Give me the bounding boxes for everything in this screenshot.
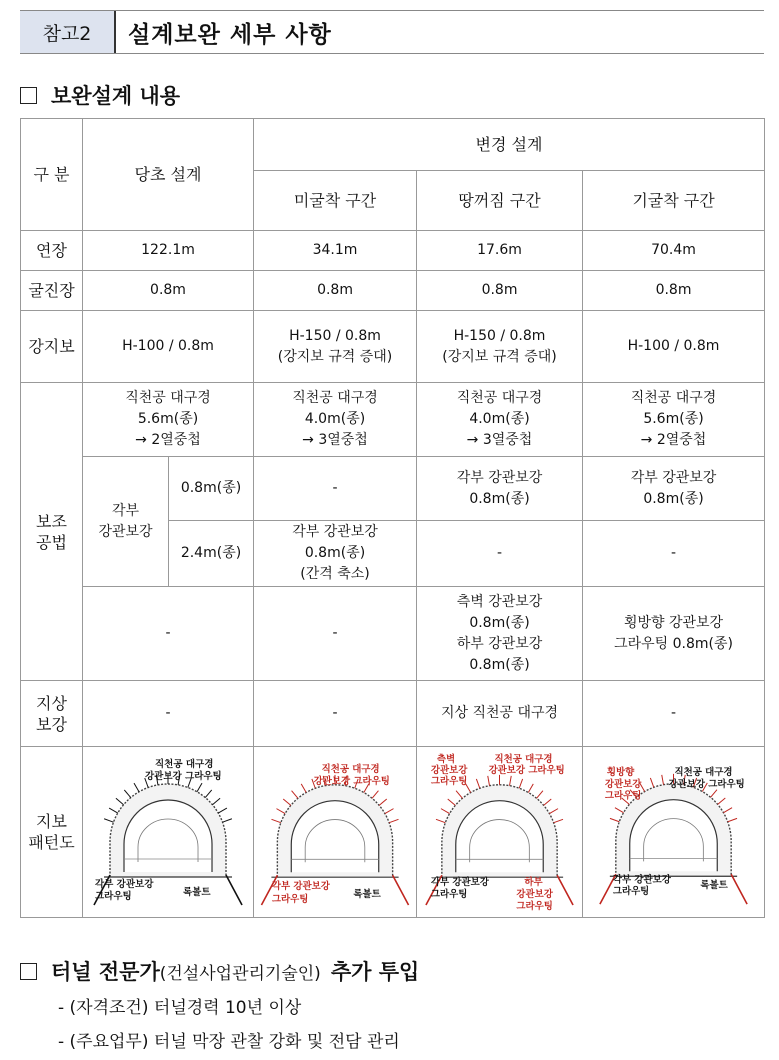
row-label-length: 연장 (21, 231, 83, 271)
row-label-auxiliary-method: 보조 공법 (21, 383, 83, 681)
cell-surface-excavated: - (583, 681, 765, 747)
cell-footing-24-sinkhole: - (417, 521, 583, 587)
svg-text:강관보강: 강관보강 (430, 764, 468, 776)
cell-footing-24-excavated: - (583, 521, 765, 587)
cell-footing-08-excavated: 각부 강관보강 0.8m(종) (583, 457, 765, 521)
svg-text:각부 강관보강: 각부 강관보강 (612, 874, 671, 886)
section2-title-bold: 터널 전문가 (51, 960, 160, 984)
svg-text:강관보강: 강관보강 (516, 888, 553, 900)
cell-surface-unexcavated: - (254, 681, 417, 747)
cell-steel-excavated: H-100 / 0.8m (583, 311, 765, 383)
cell-steel-sinkhole: H-150 / 0.8m (강지보 규격 증대) (417, 311, 583, 383)
cell-advance-excavated: 0.8m (583, 271, 765, 311)
section2-title-tail: 추가 투입 (330, 960, 420, 984)
cell-pipe-excavated: 직천공 대구경 5.6m(종) → 2열중첩 (583, 383, 765, 457)
cell-pipe-unexcavated: 직천공 대구경 4.0m(종) → 3열중첩 (254, 383, 417, 457)
cell-extra-sinkhole: 측벽 강관보강 0.8m(종) 하부 강관보강 0.8m(종) (417, 587, 583, 681)
cell-advance-sinkhole: 0.8m (417, 271, 583, 311)
col-header-sinkhole: 땅꺼짐 구간 (417, 171, 583, 231)
svg-text:록볼트: 록볼트 (353, 888, 381, 900)
row-label-advance: 굴진장 (21, 271, 83, 311)
cell-extra-excavated: 횡방향 강관보강 그라우팅 0.8m(종) (583, 587, 765, 681)
cell-pattern-original (83, 747, 254, 918)
cell-advance-original: 0.8m (83, 271, 254, 311)
svg-text:하부: 하부 (524, 876, 543, 888)
reference-label: 참고2 (20, 11, 116, 53)
cell-pattern-unexcavated (254, 747, 417, 918)
svg-text:각부 강관보강: 각부 강관보강 (95, 879, 154, 891)
checkbox-square-icon (20, 963, 37, 980)
cell-steel-unexcavated: H-150 / 0.8m (강지보 규격 증대) (254, 311, 417, 383)
cell-pattern-excavated (583, 747, 765, 918)
bullet-duties: - (주요업무) 터널 막장 관찰 강화 및 전담 관리 (58, 1032, 400, 1052)
svg-text:강관보강 그라우팅: 강관보강 그라우팅 (488, 764, 565, 776)
svg-text:각부 강관보강: 각부 강관보강 (430, 876, 489, 888)
svg-text:직천공 대구경: 직천공 대구경 (674, 767, 733, 779)
svg-text:직천공 대구경: 직천공 대구경 (494, 753, 553, 765)
col-header-category: 구 분 (21, 119, 83, 231)
cell-length-unexcavated: 34.1m (254, 231, 417, 271)
cell-length-original: 122.1m (83, 231, 254, 271)
cell-footing-08-label: 0.8m(종) (169, 457, 254, 521)
svg-text:각부 강관보강: 각부 강관보강 (271, 880, 330, 892)
cell-pipe-original: 직천공 대구경 5.6m(종) → 2열중첩 (83, 383, 254, 457)
design-comparison-table (20, 118, 765, 918)
col-header-original: 당초 설계 (83, 119, 254, 231)
tunnel-pattern-diagram-unexcavated (254, 748, 416, 917)
cell-pattern-sinkhole (417, 747, 583, 918)
row-label-support-pattern: 지보 패턴도 (21, 747, 83, 918)
svg-text:강관보강 그라우팅: 강관보강 그라우팅 (313, 775, 390, 787)
section-title: 보완설계 내용 (51, 84, 181, 108)
svg-text:록볼트: 록볼트 (183, 887, 211, 899)
cell-footing-24-label: 2.4m(종) (169, 521, 254, 587)
reference-header (20, 10, 764, 54)
section-heading-expert (20, 956, 419, 986)
tunnel-pattern-diagram-excavated (583, 747, 764, 916)
section2-title-paren: (건설사업관리기술인) (159, 963, 321, 984)
cell-pipe-sinkhole: 직천공 대구경 4.0m(종) → 3열중첩 (417, 383, 583, 457)
svg-text:강관보강 그라우팅: 강관보강 그라우팅 (145, 771, 222, 783)
cell-footing-label: 각부 강관보강 (83, 457, 169, 587)
svg-text:그라우팅: 그라우팅 (516, 900, 553, 912)
cell-length-sinkhole: 17.6m (417, 231, 583, 271)
row-label-surface-reinforcement: 지상 보강 (21, 681, 83, 747)
cell-steel-original: H-100 / 0.8m (83, 311, 254, 383)
cell-extra-original: - (83, 587, 254, 681)
svg-text:직천공 대구경: 직천공 대구경 (155, 759, 214, 771)
svg-text:그라우팅: 그라우팅 (95, 891, 132, 903)
svg-text:그라우팅: 그라우팅 (430, 888, 468, 900)
page-title: 설계보완 세부 사항 (128, 21, 332, 48)
svg-text:횡방향: 횡방향 (606, 767, 635, 779)
svg-text:그라우팅: 그라우팅 (604, 791, 642, 803)
cell-extra-unexcavated: - (254, 587, 417, 681)
cell-footing-08-sinkhole: 각부 강관보강 0.8m(종) (417, 457, 583, 521)
checkbox-square-icon (20, 87, 37, 104)
cell-advance-unexcavated: 0.8m (254, 271, 417, 311)
col-header-changed: 변경 설계 (254, 119, 765, 171)
svg-text:강관보강: 강관보강 (604, 779, 642, 791)
section-heading-design (20, 80, 180, 110)
cell-footing-08-unexcavated: - (254, 457, 417, 521)
col-header-unexcavated: 미굴착 구간 (254, 171, 417, 231)
cell-footing-24-unexcavated: 각부 강관보강 0.8m(종) (간격 축소) (254, 521, 417, 587)
svg-text:강관보강 그라우팅: 강관보강 그라우팅 (668, 779, 745, 791)
cell-length-excavated: 70.4m (583, 231, 765, 271)
cell-surface-sinkhole: 지상 직천공 대구경 (417, 681, 583, 747)
row-label-steel-support: 강지보 (21, 311, 83, 383)
svg-text:그라우팅: 그라우팅 (612, 886, 650, 898)
svg-text:그라우팅: 그라우팅 (430, 775, 468, 787)
tunnel-pattern-diagram-original (83, 747, 253, 917)
cell-surface-original: - (83, 681, 254, 747)
svg-text:직천공 대구경: 직천공 대구경 (321, 763, 380, 775)
svg-text:측벽: 측벽 (436, 753, 456, 765)
bullet-qualification: - (자격조건) 터널경력 10년 이상 (58, 998, 302, 1018)
svg-text:록볼트: 록볼트 (700, 880, 728, 892)
col-header-excavated: 기굴착 구간 (583, 171, 765, 231)
tunnel-pattern-diagram-sinkhole (417, 748, 582, 917)
svg-text:그라우팅: 그라우팅 (271, 893, 309, 905)
